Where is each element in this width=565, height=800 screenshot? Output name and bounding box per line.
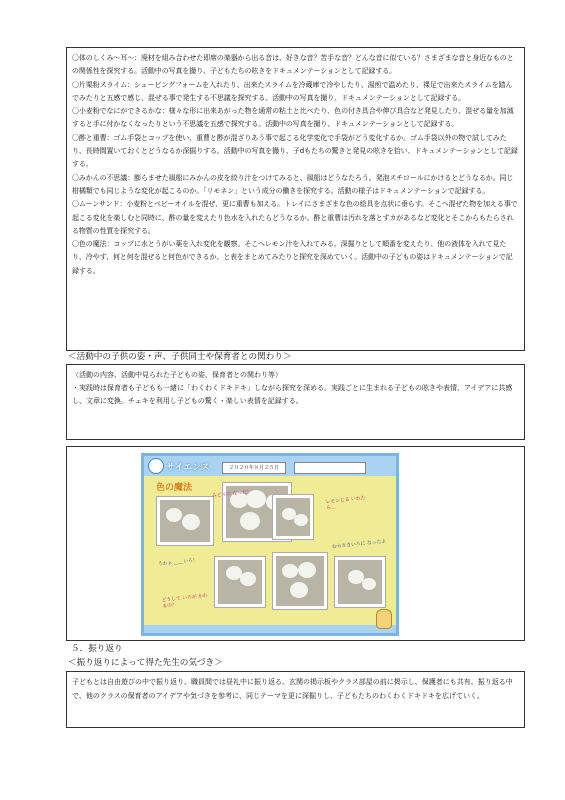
- paragraph-vinegar-soda: 〇酢と重曹：ゴム手袋とコップを使い、重曹と酢が混ざりあう事で起こる化学変化で手袋がどう変化するか。ゴム手袋以外の物で試してみたり、長時間置いておくとどうなるか深掘りする。活動中の写真を撮り、子dもたちの驚きと発見の呟きを拾い、ドキュメンテーションとして記録する。: [72, 133, 518, 169]
- poster-date: ２０２０年８月２５日: [222, 462, 286, 474]
- poster-blank-field: [294, 462, 366, 474]
- poster-footer-band: [144, 625, 396, 633]
- children-activity-box: [66, 364, 525, 440]
- paragraph-ears: 〇体のしくみ〜耳〜：廃材を組み合わせた即席の楽器から出る音は、好きな音？苦手な音？どんな音に似ている？さまざまな音と身近なものとの関係性を探究する。活動中の写真を撮り、子どもたちの呟きをドキュメンテーションとして記録する。: [72, 54, 514, 76]
- section5-heading: ５．振り返り: [71, 644, 123, 654]
- poster-photo-5: [272, 552, 328, 610]
- poster-note-3: レモンじる いれたら…: [325, 496, 366, 512]
- poster-photo-3: [272, 494, 314, 540]
- activity-subheading: （活動の内容、活動中見られた子どもの姿、保育者との関わり等）: [72, 371, 282, 379]
- reflection-text: 子どもとは自由遊びの中で振り返り、職員間では昼礼中に振り返る。玄関の掲示板やクラス部屋の前に掲示し、保護者にも共有。振り返る中で、他のクラスの保育者のアイデアや気づきを参考に、同じテーマを更に深掘りし、子どもたちのわくわくドキドキを広げていく。: [72, 678, 513, 700]
- poster-photo-1: [156, 496, 214, 546]
- poster-photo-6: [334, 556, 386, 608]
- activity-description: ・実践時は保育者も子どもも一緒に「わくわくドキドキ」しながら探究を深める。実践ごとに生まれる子どもの呟きや表情、アイデアに共感し、文章に変換。チェキを利用し子どもの驚く・楽しい表情を記録する。: [72, 384, 513, 405]
- paragraph-flour: 〇小麦粉でなにができるかな：様々な形に出来あがった物を通常の粘土と比べたり、色の付き具合や伸び具合など発見したり、混ぜる量を加減すると手に付かなくなったりという不思議を五感で探究する。活動中の写真を撮り、ドキュメンテーションとして記録する。: [72, 107, 514, 129]
- poster-title: 色の魔法: [156, 483, 193, 493]
- paragraph-mandarin: 〇みかんの不思議：膨らませた風船にみかんの皮を絞り汁をつけてみると、風船はどうなたろう。発泡スチロールにかけるとどうなるか。同じ柑橘類でも同じような変化が起こるのか。「リモネン」という成分の働きを探究する。活動の様子はドキュメンテーションで記録する。: [72, 173, 514, 195]
- poster-note-2: うわぁ ＿＿いろ！: [157, 558, 198, 568]
- paragraph-moon-sand: 〇ムーンサンド：小麦粉とベビーオイルを混ぜ、更に重曹も加える。トレイにさまざまな色の絵具を点状に垂らす。そこへ混ぜた物を加える事で起こる変化を楽しむと同時に、酢の量を変えたり色水を入れたらどうなるか。酢と重曹は汚れを落とすカがあるなど変化とそこからもたらされる物質の性質を探究する。: [72, 200, 518, 235]
- reflection-box: [66, 671, 525, 728]
- paragraph-color-magic: 〇色の魔法：コップに水とうがい薬を入れ変化を観察。そこへレモン汁を入れてみる。深掘りとして順番を変えたり、他の液体を入れて見たり、冷やす、何と何を混ぜると何色ができるか、と表をまとめてみたりと探究を深めていく。活動中の子どもの姿はドキュメンテーションで記録する。: [72, 240, 513, 275]
- activity-plan-box: [66, 47, 525, 351]
- documentation-poster: [141, 453, 399, 636]
- poster-photo-4: [214, 556, 266, 608]
- poster-brand: サイエンス: [166, 463, 210, 473]
- activity-heading: ＜活動中の子供の姿・声、子供同士や保育者との関わり＞: [68, 352, 292, 362]
- poster-note-5: どうして いろが かわるの？: [161, 593, 209, 610]
- paragraph-slime: 〇片栗粉スライム：シェービングフォームを入れたり、出来たスライムを冷蔵庫で冷やしたり、湯煎で温めたり、裸足で出来たスライムを踏んでみたりと五感で感じ、混ぜる事で発生する不思議を探究する。活動中の写真を撮り、ドキュメンテーションとして記録する。: [72, 80, 513, 102]
- poster-note-4: むらさきいろに なったよ: [331, 539, 387, 551]
- mascot-icon: [376, 609, 392, 629]
- reflection-heading: ＜振り返りによって得た先生の気づき＞: [68, 658, 223, 668]
- poster-logo: [148, 458, 164, 474]
- poster-note-1: みどりに なった！: [211, 489, 253, 500]
